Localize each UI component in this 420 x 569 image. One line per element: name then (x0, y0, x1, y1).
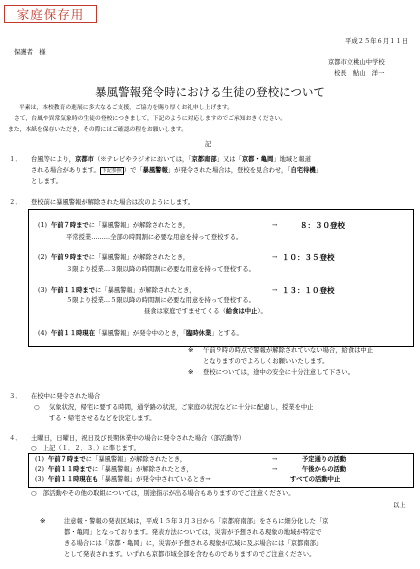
note-1-line-2: となりますのでよろしくお願いいたします。 (203, 358, 329, 365)
item-2: (2) 午前９時までに「暴風警報」が解除されたとき， (38, 254, 190, 261)
section-2-box (28, 209, 414, 347)
sender-school: 京都市立桃山中学校 (328, 59, 385, 66)
weekend-row-2: (2) 午前１１時までに「暴風警報」が解除されたとき， (35, 466, 193, 473)
intro-line-1: 平素は，本校教育の進展に多大なるご支援，ご協力を賜り厚くお礼申し上げます。 (19, 105, 234, 111)
bottom-note-line-3: きる場合には「京都・亀岡」に，災害が予想される現象が広域に及ぶ場合には「京都南部」 (64, 540, 323, 547)
section-3-line-2: する・帰宅させるなどを決定します。 (49, 415, 156, 422)
section-1-line-3: とします。 (31, 178, 62, 185)
note-2-line-1: 登校については，途中の安全に十分注意して下さい。 (203, 369, 354, 376)
item-3-detail: ５限より授業…５限以降の時間割に必要な用意を持って登校する。 (66, 297, 255, 304)
item-1: (1) 午前７時までに「暴風警報」が解除されたとき， (38, 222, 190, 229)
intro-line-3: また，本紙を保存いただき，その際にはご確認の程をお願いします。 (8, 127, 188, 133)
weekend-row-3-result: すべての活動中止 (290, 476, 341, 483)
item-2-result: １０：３５登校 (282, 253, 335, 262)
section-3-bullet: ○ (34, 404, 40, 411)
bottom-note-line-1: 注意報・警報の発表区域は，平成１５年３月３日から「京都府南部」をさらに細分化した「京 (64, 518, 329, 525)
section-4-number: ４． (9, 435, 22, 442)
bottom-note-line-4: として発表されます。いずれも京都市域全部を含むものでありますのでご注意ください。 (64, 551, 316, 558)
section-4-footnote: ○ 部活動やその他の取組については，別途指示が出る場合もありますのでご注意ください。 (31, 490, 295, 497)
sender-principal: 校長 鮎山 洋一 (334, 70, 385, 77)
section-2-heading: 登校前に暴風警報が解除された場合は次のようにします。 (31, 199, 195, 206)
household-storage-stamp: 家庭保存用 (4, 5, 97, 23)
section-1-number: １． (9, 156, 22, 163)
weekend-row-1: (1) 午前７時までに「暴風警報」が解除されたとき， (35, 456, 187, 463)
item-1-detail: 平常授業………全部の時間割に必要な用意を持って登校する。 (66, 234, 243, 241)
item-3-lunch-note: 昼食は家庭ですませてくる（給食は中止）。 (144, 308, 267, 315)
document-title: 暴風警報発令時における生徒の登校について (95, 85, 325, 99)
end-mark: 以上 (393, 502, 406, 509)
section-1-line-2: される場合があります。 下記参照 ）で「暴風警報」が発令された場合は，登校を見合わせ，「自宅待機」 (31, 167, 322, 174)
item-2-arrow: → (272, 254, 278, 261)
recipient: 保護者 様 (14, 49, 46, 56)
item-2-detail: ３限より授業…３限以降の時間割に必要な用意を持って登校する。 (66, 266, 255, 273)
section-3-heading: 在校中に発令された場合 (31, 393, 101, 400)
section-3-line-1: 気象状況，帰宅に要する時間，通学路の状況，ご家庭の状況などに十分に配慮し，授業を中止 (49, 404, 314, 411)
section-1-line-1: 台風等により，京都市（※テレビやラジオにおいては，「京都南部」又は「京都・亀岡」地域と報道 (31, 156, 312, 163)
section-4-subheading: ○ 上記（１．２．３．）に準じます。 (31, 445, 140, 452)
weekend-row-1-result: 予定通りの活動 (302, 456, 347, 463)
item-3: (3) 午前１１時までに「暴風警報」が解除されたとき， (38, 287, 196, 294)
bottom-note-line-2: 都・亀岡」となっております。発表方法については，災害が予想される現象の地域が特定で (64, 529, 322, 536)
ki-heading: 記 (205, 141, 212, 148)
item-4: (4) 午前１１時現在「暴風警報」が発令中のとき，「臨時休業」とする。 (38, 330, 243, 337)
weekend-row-2-result: 午後からの活動 (302, 466, 347, 473)
section-4-heading: 土曜日，日曜日，祝日及び長期休業中の場合に発令された場合（部活動等） (31, 435, 246, 442)
weekend-row-2-arrow: → (272, 466, 278, 473)
weekend-row-1-arrow: → (272, 456, 278, 463)
note-1-mark: ※ (188, 347, 194, 354)
weekend-row-3: (3) 午前１１時現在も「暴風警報」が発令中されているとき→ (35, 476, 211, 483)
item-3-arrow: → (272, 287, 278, 294)
note-2-mark: ※ (188, 369, 194, 376)
item-1-result: ８：３０登校 (300, 221, 345, 230)
note-1-line-1: 午前９時の時点で警報が解除されていない場合，給食は中止 (203, 347, 374, 354)
section-3-number: ３． (9, 393, 22, 400)
section-2-number: ２． (9, 199, 22, 206)
intro-line-2: さて，台風や異常気象時の生徒の登校につきまして，下記のように対応しますのでご承知おきください。 (14, 116, 287, 122)
see-below-tag: 下記参照 (101, 168, 122, 174)
bottom-note-mark: ※ (40, 518, 46, 525)
item-1-arrow: → (272, 222, 278, 229)
issue-date: 平成２５年６月１１日 (345, 38, 408, 45)
item-3-result: １３：１０登校 (282, 286, 335, 295)
